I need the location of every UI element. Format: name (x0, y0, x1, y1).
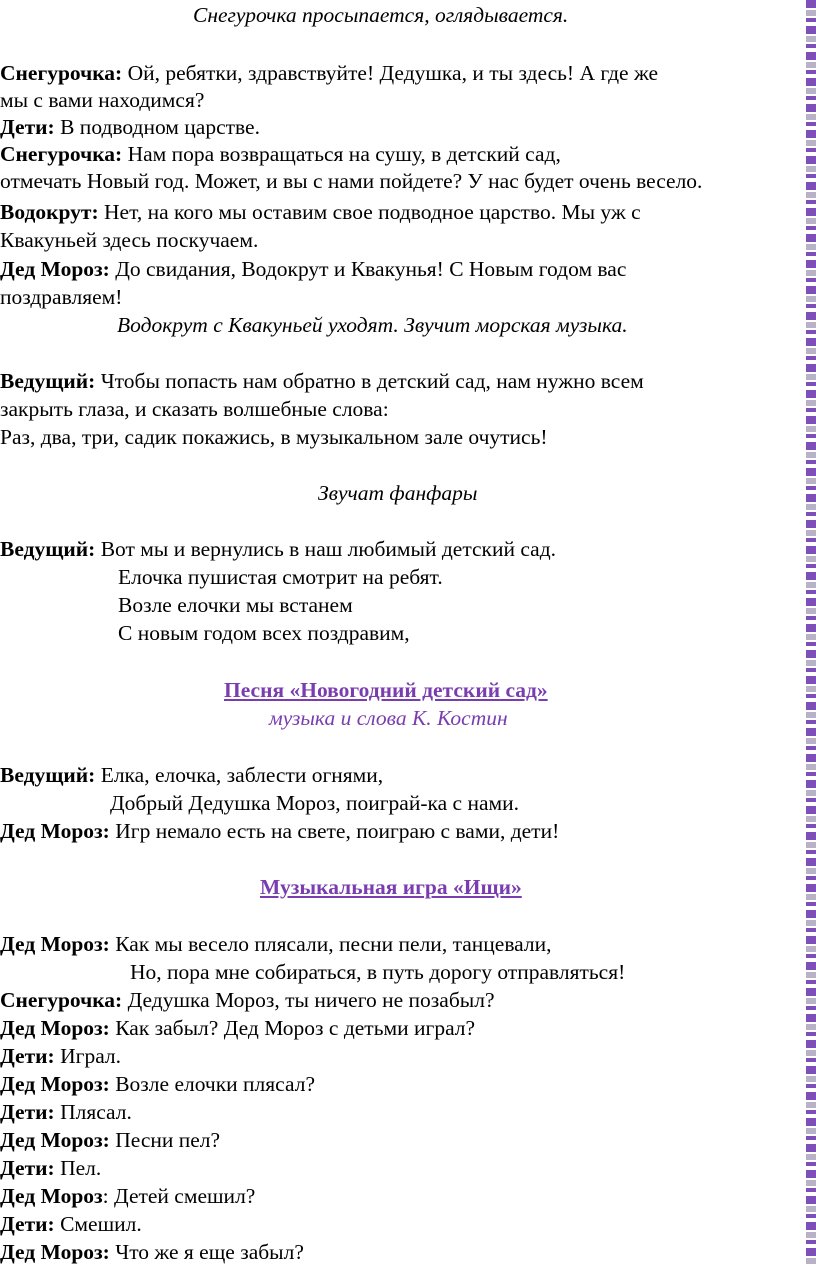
dialogue-line (0, 256, 626, 282)
speaker-name: Водокрут: (0, 200, 99, 224)
dialogue-line (0, 87, 204, 113)
speaker-name: Снегурочка: (0, 61, 123, 85)
speaker-name: Снегурочка: (0, 988, 123, 1012)
speaker-name: Дед Мороз: (0, 1240, 110, 1264)
line-text: Квакуньей здесь поскучаем. (0, 228, 259, 252)
speaker-name: Дед Мороз (0, 1184, 103, 1208)
speaker-name: Дед Мороз: (0, 932, 110, 956)
dialogue-line (0, 368, 644, 394)
line-text: Пел. (54, 1156, 102, 1180)
speaker-name: Дед Мороз: (0, 819, 110, 843)
dialogue-line (0, 396, 389, 422)
speaker-name: Дед Мороз: (0, 257, 110, 281)
line-text: мы с вами находимся? (0, 88, 205, 112)
line-text: Добрый Дедушка Мороз, поиграй-ка с нами. (110, 791, 520, 815)
speaker-name: Ведущий: (0, 763, 96, 787)
stage-line-song-title (260, 874, 522, 900)
dialogue-line (0, 818, 559, 844)
dialogue-line (0, 931, 552, 957)
dialogue-line (0, 987, 495, 1013)
line-text: До свидания, Водокрут и Квакунья! С Новым годом вас (109, 257, 627, 281)
dialogue-line (0, 1211, 142, 1237)
speaker-name: Дед Мороз: (0, 1128, 110, 1152)
decorative-border (806, 0, 816, 1266)
stage-line-italic (318, 480, 477, 506)
dialogue-line (0, 762, 383, 788)
stage-line-song-sub (269, 705, 508, 731)
speaker-name: Дети: (0, 115, 55, 139)
line-text: Как забыл? Дед Мороз с детьми играл? (109, 1016, 476, 1040)
speaker-name: Дети: (0, 1156, 55, 1180)
line-text: В подводном царстве. (54, 115, 260, 139)
dialogue-line (0, 60, 658, 86)
line-text: Звучат фанфары (318, 481, 478, 505)
dialogue-line (0, 168, 702, 194)
dialogue-line (0, 1183, 255, 1209)
line-text: Что же я еще забыл? (109, 1240, 304, 1264)
line-text: отмечать Новый год. Может, и вы с нами пойдете? У нас будет очень весело. (0, 169, 703, 193)
dialogue-line (0, 1239, 304, 1265)
line-text: Водокрут с Квакуньей уходят. Звучит морская музыка. (117, 313, 628, 337)
line-text: Ой, ребятки, здравствуйте! Дедушка, и ты здесь! А где же (122, 61, 659, 85)
line-text: Музыкальная игра «Ищи» (260, 875, 522, 899)
speaker-name: Дети: (0, 1044, 55, 1068)
line-text: Возле елочки мы встанем (118, 593, 353, 617)
line-text: Раз, два, три, садик покажись, в музыкальном зале очутись! (0, 425, 548, 449)
line-text: Песня «Новогодний детский сад» (224, 678, 548, 702)
dialogue-line (0, 1099, 132, 1125)
dialogue-line (110, 790, 519, 816)
dialogue-line (0, 536, 556, 562)
line-text: Елка, елочка, заблести огнями, (95, 763, 384, 787)
line-text: Нет, на кого мы оставим свое подводное царство. Мы уж с (98, 200, 641, 224)
line-text: Снегурочка просыпается, оглядывается. (193, 3, 569, 27)
line-text: Как мы весело плясали, песни пели, танцевали, (109, 932, 552, 956)
dialogue-line (0, 199, 641, 225)
stage-line-song-title (224, 677, 548, 703)
dialogue-line (0, 1155, 101, 1181)
speaker-name: Дети: (0, 1212, 55, 1236)
line-text: Нам пора возвращаться на сушу, в детский сад, (122, 142, 561, 166)
dialogue-line (0, 284, 122, 310)
speaker-name: Ведущий: (0, 369, 96, 393)
dialogue-line (118, 564, 443, 590)
line-text: Песни пел? (109, 1128, 221, 1152)
speaker-name: Дед Мороз: (0, 1016, 110, 1040)
line-text: : Детей смешил? (102, 1184, 256, 1208)
line-text: закрыть глаза, и сказать волшебные слова: (0, 397, 389, 421)
dialogue-line (0, 141, 561, 167)
line-text: Игр немало есть на свете, поиграю с вами, дети! (109, 819, 560, 843)
speaker-name: Дед Мороз: (0, 1072, 110, 1096)
dialogue-line (0, 1127, 220, 1153)
speaker-name: Дети: (0, 1100, 55, 1124)
speaker-name: Ведущий: (0, 537, 96, 561)
dialogue-line (0, 1071, 315, 1097)
dialogue-line (0, 424, 548, 450)
line-text: музыка и слова К. Костин (269, 706, 508, 730)
dialogue-line (0, 227, 258, 253)
line-text: Смешил. (54, 1212, 142, 1236)
line-text: Играл. (54, 1044, 122, 1068)
stage-line-italic (117, 312, 628, 338)
dialogue-line (0, 1015, 475, 1041)
speaker-name: Снегурочка: (0, 142, 123, 166)
line-text: Вот мы и вернулись в наш любимый детский сад. (95, 537, 557, 561)
line-text: Возле елочки плясал? (109, 1072, 315, 1096)
line-text: Но, пора мне собираться, в путь дорогу отправляться! (130, 960, 626, 984)
dialogue-line (0, 1043, 121, 1069)
line-text: Чтобы попасть нам обратно в детский сад, нам нужно всем (95, 369, 644, 393)
dialogue-line (118, 592, 353, 618)
line-text: Елочка пушистая смотрит на ребят. (118, 565, 443, 589)
dialogue-line (118, 620, 410, 646)
line-text: поздравляем! (0, 285, 123, 309)
dialogue-line (130, 959, 625, 985)
line-text: Дедушка Мороз, ты ничего не позабыл? (122, 988, 495, 1012)
line-text: С новым годом всех поздравим, (118, 621, 410, 645)
stage-line-italic (193, 2, 568, 28)
line-text: Плясал. (54, 1100, 132, 1124)
dialogue-line (0, 114, 260, 140)
